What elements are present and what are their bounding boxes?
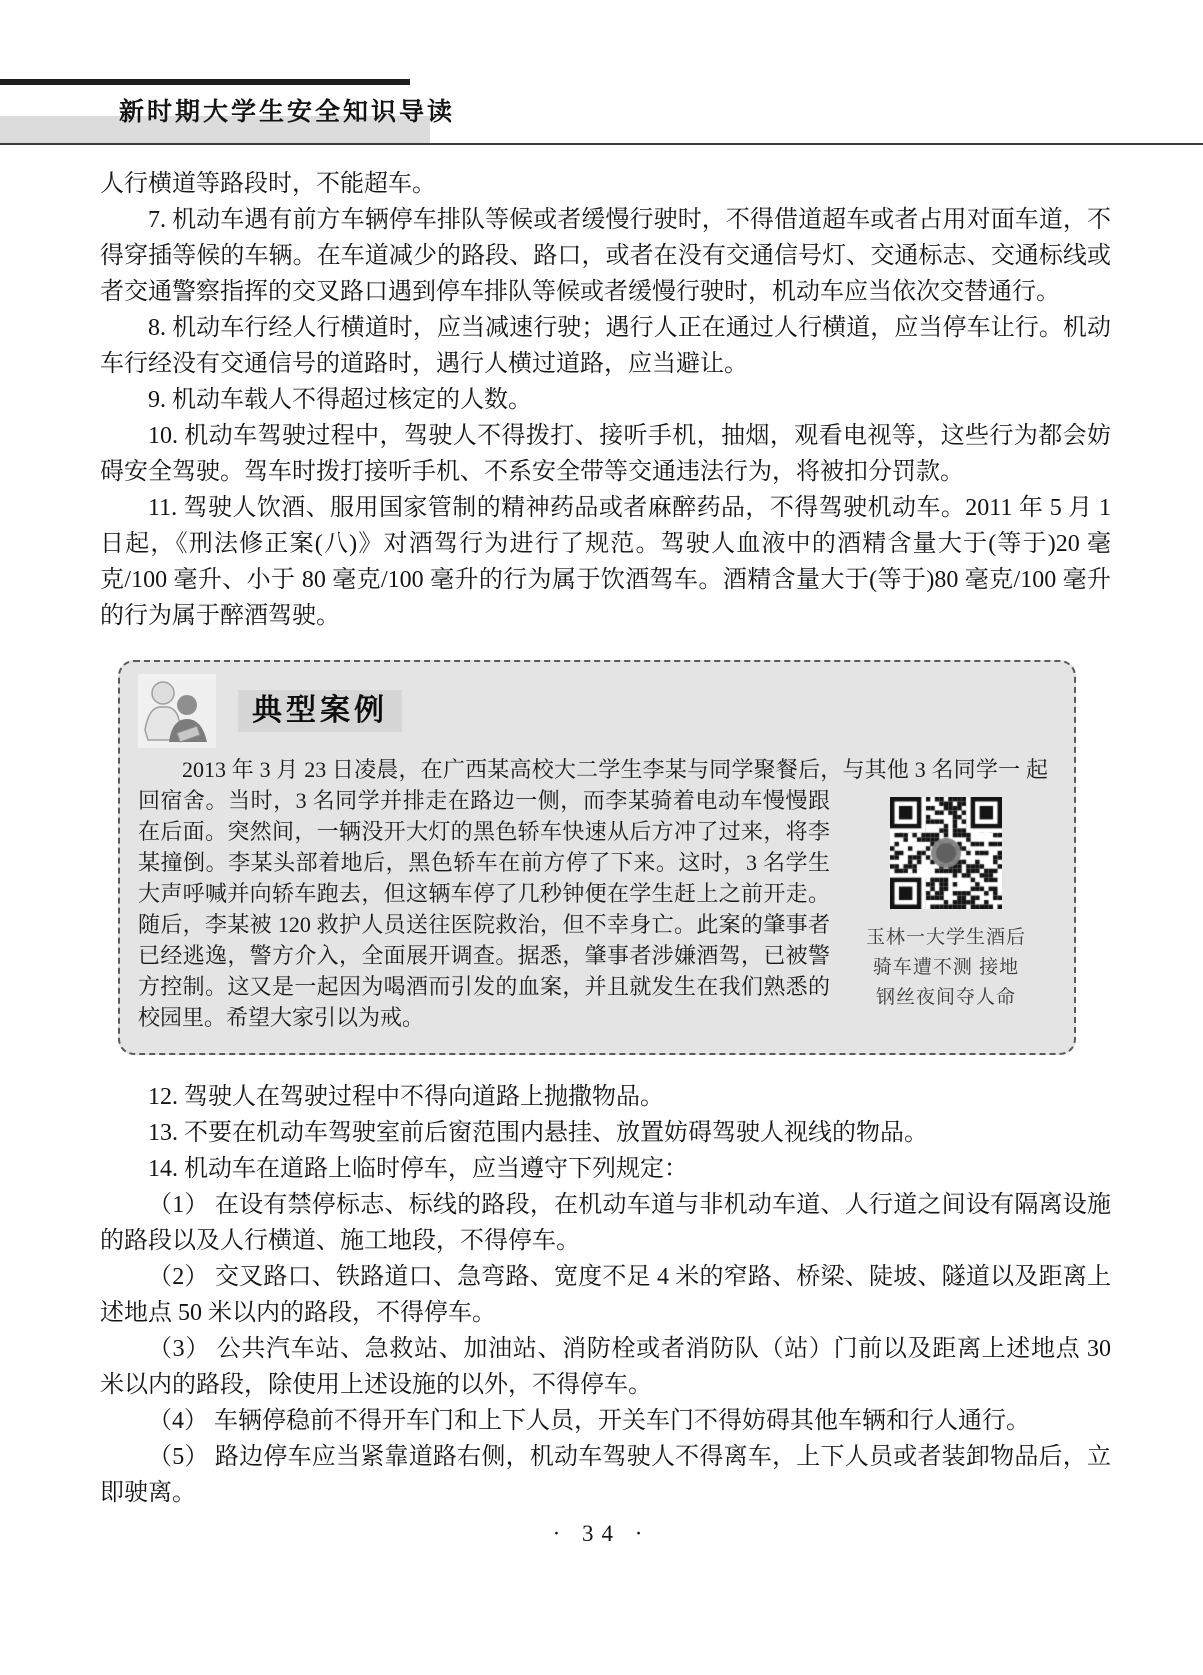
case-text-part2: 起回宿舍。当时，3 名同学并排走在路边一侧，而李某骑着电动车慢慢跟在后面。突然间，一辆没开大灯的黑色轿车快速从后方冲了过来，将李某撞倒。李某头部着地后，黑色轿车在前方停了下来。这时，3 名学生大声呼喊并向轿车跑去，但这辆车停了几秒钟便在学生赶上之前开走。随后，李某被 120 救护人员送往医院救治，但不幸身亡。此案的肇事者已经逃逸，警方介入，全面展开调查。据悉，肇事者涉嫌酒驾，已被警方控制。这又是一起因为喝酒而引发的血案，并且就发生在我们熟悉的校园里。希望大家引以为戒。 — [138, 757, 1048, 1030]
qr-caption-line: 玉林一大学生酒后 — [865, 927, 1026, 948]
case-text-part1: 2013 年 3 月 23 日凌晨，在广西某高校大二学生李某与同学聚餐后，与其他 3 名同学一 — [182, 757, 1021, 782]
paragraph: （3） 公共汽车站、急救站、加油站、消防栓或者消防队（站）门前以及距离上述地点 30 米以内的路段，除使用上述设施的以外，不得停车。 — [100, 1336, 1111, 1398]
qr-code-image — [890, 797, 1002, 909]
header-rule — [0, 143, 1203, 145]
paragraph: 14. 机动车在道路上临时停车，应当遵守下列规定： — [148, 1156, 688, 1182]
case-box-header — [138, 674, 1048, 748]
paragraph: （4） 车辆停稳前不得开车门和上下人员，开关车门不得妨碍其他车辆和行人通行。 — [148, 1408, 1030, 1434]
paragraph: 8. 机动车行经人行横道时，应当减速行驶；遇行人正在通过人行横道，应当停车让行。机动车行经没有交通信号的道路时，遇行人横过道路，应当避让。 — [100, 315, 1111, 377]
paragraph: 11. 驾驶人饮酒、服用国家管制的精神药品或者麻醉药品，不得驾驶机动车。2011 年 5 月 1 日起，《刑法修正案(八)》对酒驾行为进行了规范。驾驶人血液中的酒精含量大于(等于)20 毫克/100 毫升、小于 80 毫克/100 毫升的行为属于饮酒驾车。酒精含量大于(等于)80 毫克/100 毫升的行为属于醉酒驾驶。 — [100, 495, 1111, 629]
paragraph: 7. 机动车遇有前方车辆停车排队等候或者缓慢行驶时，不得借道超车或者占用对面车道，不得穿插等候的车辆。在车道减少的路段、路口，或者在没有交通信号灯、交通标志、交通标线或者交通警察指挥的交叉路口遇到停车排队等候或者缓慢行驶时，机动车应当依次交替通行。 — [100, 207, 1111, 305]
two-readers-icon — [138, 674, 216, 748]
header-top-bar — [0, 79, 410, 85]
paragraph: （5） 路边停车应当紧靠道路右侧，机动车驾驶人不得离车，上下人员或者装卸物品后，立即驶离。 — [100, 1444, 1111, 1506]
paragraph: 13. 不要在机动车驾驶室前后窗范围内悬挂、放置妨碍驾驶人视线的物品。 — [148, 1120, 928, 1146]
paragraph: 12. 驾驶人在驾驶过程中不得向道路上抛撒物品。 — [148, 1084, 664, 1110]
qr-caption — [844, 923, 1048, 1013]
body-text-column — [100, 166, 1111, 1511]
paragraph: 9. 机动车载人不得超过核定的人数。 — [148, 387, 532, 413]
book-title: 新时期大学生安全知识导读 — [119, 98, 456, 126]
paragraph: （2） 交叉路口、铁路道口、急弯路、宽度不足 4 米的窄路、桥梁、陡坡、隧道以及距离上述地点 50 米以内的路段，不得停车。 — [100, 1264, 1111, 1326]
qr-block — [844, 791, 1048, 1013]
qr-caption-line: 骑车遭不测 接地 — [872, 957, 1020, 978]
paragraph: 人行横道等路段时，不能超车。 — [100, 171, 436, 197]
qr-caption-line: 钢丝夜间夺人命 — [875, 987, 1016, 1008]
case-box-title: 典型案例 — [238, 690, 402, 732]
page-number: · 34 · — [552, 1521, 651, 1546]
case-paragraph — [138, 754, 1048, 1033]
paragraph: （1） 在设有禁停标志、标线的路段，在机动车道与非机动车道、人行道之间设有隔离设施的路段以及人行横道、施工地段，不得停车。 — [100, 1192, 1111, 1254]
paragraph: 10. 机动车驾驶过程中，驾驶人不得拨打、接听手机，抽烟，观看电视等，这些行为都会妨碍安全驾驶。驾车时拨打接听手机、不系安全带等交通违法行为，将被扣分罚款。 — [100, 423, 1111, 485]
typical-case-box — [118, 660, 1076, 1055]
